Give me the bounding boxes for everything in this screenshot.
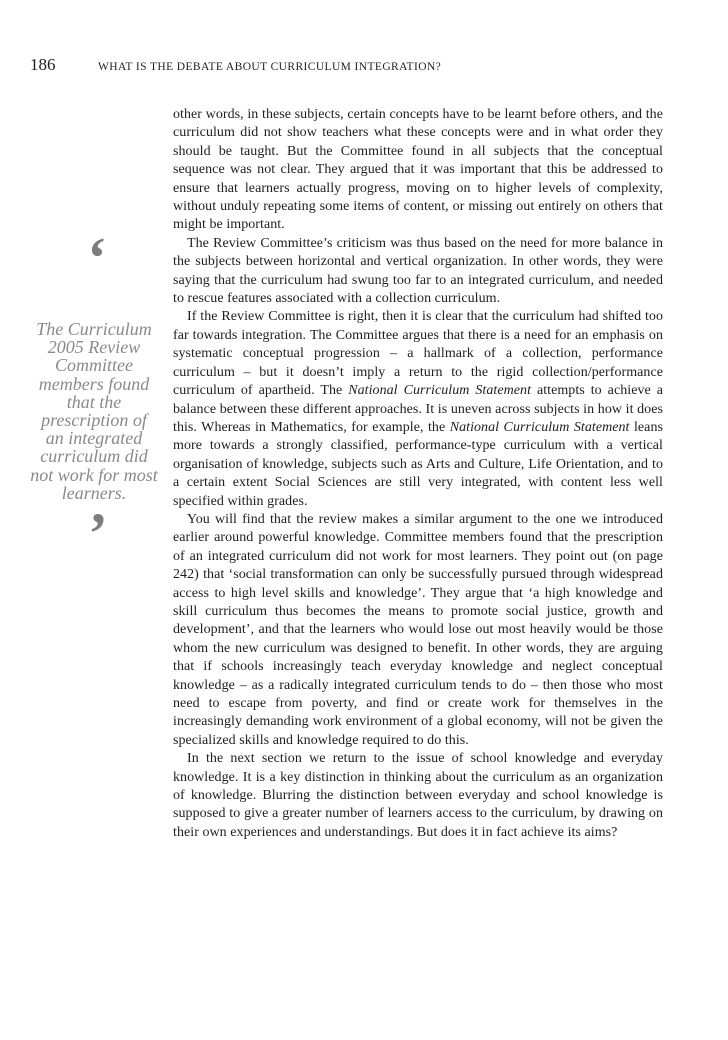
- pull-quote-text: The Curriculum 2005 Review Committee members found that the prescription of an integrated curriculum did not work for most learners.: [30, 319, 158, 503]
- document-title-italic: National Curriculum Statement: [348, 383, 532, 399]
- body-text: [173, 106, 663, 842]
- running-header: [30, 55, 441, 75]
- paragraph-text: attempts to achieve a balance between these different approaches. It is uneven across subjects in how it does this. Whereas in Mathematics, for example, the: [173, 383, 663, 435]
- paragraph-1: [173, 106, 663, 235]
- paragraph-text: In the next section we return to the issue of school knowledge and everyday knowledge. It is a key distinction in thinking about the curriculum as an organization of knowledge. Blurring the distinction between everyday and school knowledge is supposed to give a greater number of learners access to the curriculum, by drawing on their own experiences and understandings. But does it in fact achieve its aims?: [173, 751, 663, 840]
- paragraph-5: [173, 750, 663, 842]
- paragraph-3: [173, 308, 663, 510]
- pull-quote: [30, 225, 158, 567]
- running-title: WHAT IS THE DEBATE ABOUT CURRICULUM INTEGRATION?: [98, 61, 442, 73]
- paragraph-text: leans more towards a strongly classified, performance-type curriculum with a vertical organisation of knowledge, subjects such as Arts and Culture, Life Orientation, and to a certain extent Social Sciences are still very integrated, with content less well specified within grades.: [173, 419, 663, 509]
- paragraph-text: You will find that the review makes a similar argument to the one we introduced earlier around powerful knowledge. Committee members found that the prescription of an integrated curriculum did not work for most learners. They point out (on page 242) that ‘social transformation can only be successfully pursued through widespread access to high level skills and knowledge’. They argue that ‘a high knowledge and skill curriculum thus becomes the means to promote social justice, growth and development’, and that the learners who would lose out most heavily would be those whom the new curriculum was designed to benefit. In other words, they are arguing that if schools increasingly teach everyday knowledge and neglect conceptual knowledge – as a radically integrated curriculum tends to do – then those who most need to escape from poverty, and find or create work for themselves in the increasingly demanding work environment of a global economy, will not be given the specialized skills and knowledge required to do this.: [173, 511, 663, 748]
- open-quote-mark: ‘: [87, 225, 107, 290]
- paragraph-text: The Review Committee’s criticism was thus based on the need for more balance in the subjects between horizontal and vertical organization. In other words, they were saying that the curriculum had swung too far to an integrated curriculum, and needed to rescue features associated with a collection curriculum.: [173, 235, 663, 307]
- page-number: 186: [30, 55, 56, 74]
- paragraph-4: [173, 511, 663, 750]
- paragraph-2: [173, 235, 663, 309]
- paragraph-text: If the Review Committee is right, then it is clear that the curriculum had shifted too far towards integration. The Committee argues that there is a need for an emphasis on systematic conceptual progression – a hallmark of a collection, performance curriculum – but it doesn’t imply a return to the rigid collection/performance curriculum of apartheid. The: [173, 309, 663, 399]
- paragraph-text: other words, in these subjects, certain concepts have to be learnt before others, and the curriculum did not show teachers what these concepts were and in what order they should be taught. But the Committee found in all subjects that the conceptual sequence was not clear. They argued that it was important that this be addressed to ensure that learners actually progress, moving on to higher levels of complexity, without unduly repeating some items of content, or missing out entirely on others that might be important.: [173, 107, 663, 233]
- close-quote-mark: ’: [88, 501, 108, 567]
- document-title-italic: National Curriculum Statement: [449, 419, 630, 435]
